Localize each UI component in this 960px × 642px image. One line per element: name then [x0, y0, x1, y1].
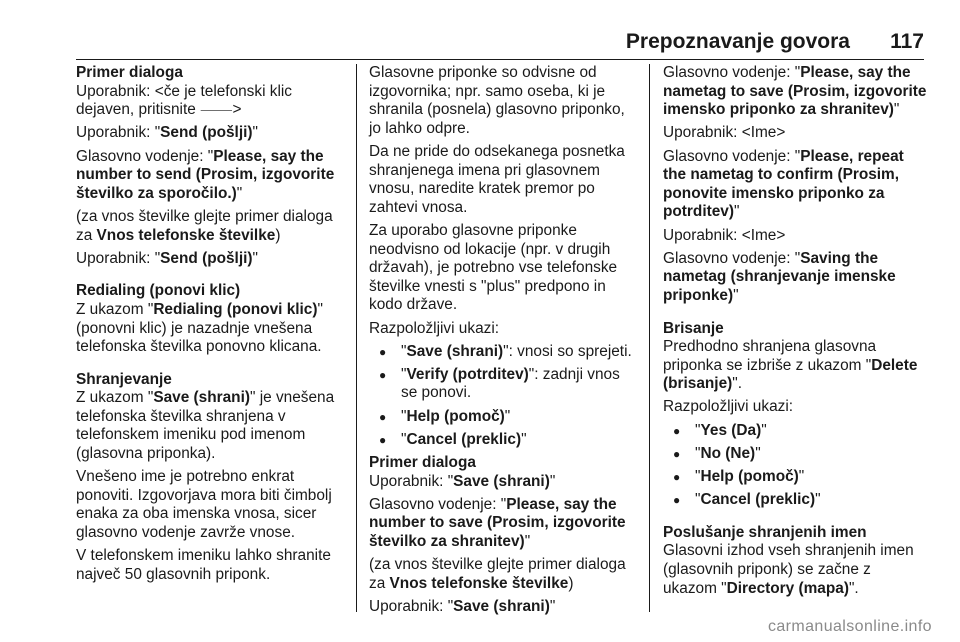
command: Yes (Da) — [700, 421, 762, 439]
text: ". — [848, 579, 859, 597]
command: Send (pošlji) — [160, 249, 253, 267]
cross-reference: Vnos telefonske številke — [389, 574, 569, 592]
column-2 — [369, 64, 637, 621]
paragraph — [76, 301, 346, 357]
text: " — [695, 421, 701, 439]
text: " — [815, 491, 821, 509]
text: ". — [732, 375, 743, 393]
command: Cancel (preklic) — [700, 491, 816, 509]
section-heading: Poslušanje shranjenih imen — [663, 523, 867, 541]
command: Save (shrani) — [453, 597, 550, 615]
command: Redialing (ponovi klic) — [153, 300, 318, 318]
command-list — [663, 422, 927, 510]
watermark: carmanualsonline.info — [767, 618, 932, 635]
text: Uporabnik: " — [76, 249, 161, 267]
command: Save (shrani) — [406, 342, 504, 360]
list-item — [663, 422, 927, 441]
text: ) — [568, 574, 574, 592]
command: Save (shrani) — [453, 472, 550, 490]
column-1 — [76, 64, 346, 589]
column-divider — [356, 64, 357, 612]
section-heading: Shranjevanje — [76, 370, 172, 388]
command: Save (shrani) — [153, 389, 250, 407]
paragraph — [369, 496, 637, 552]
text: Z ukazom " — [76, 300, 154, 318]
text: " — [401, 365, 407, 383]
command: Help (pomoč) — [406, 407, 505, 425]
paragraph: Uporabnik: <Ime> — [663, 226, 786, 244]
list-item — [663, 468, 927, 487]
text: Uporabnik: <če je telefonski klic dejaven, pritisnite — [76, 82, 293, 119]
text: Uporabnik: " — [369, 472, 454, 490]
section-heading: Brisanje — [663, 319, 724, 337]
text: Uporabnik: " — [369, 597, 454, 615]
text: " (ponovni klic) je nazadnje vnešena telefonska številka ponovno klicana. — [76, 300, 323, 356]
command: Help (pomoč) — [700, 468, 799, 486]
voice-command-icon: ⸻ — [200, 102, 233, 118]
text: ) — [275, 226, 281, 244]
text: " — [695, 491, 701, 509]
text: Glasovno vodenje: " — [369, 495, 507, 513]
paragraph: Da ne pride do odsekanega posnetka shranjenega imena pri glasovnem vnosu, naredite kratek premor po zahtevi vnosa. — [369, 142, 625, 216]
paragraph — [369, 556, 637, 593]
text: > — [232, 101, 242, 119]
paragraph — [663, 338, 927, 394]
command: Verify (potrditev) — [406, 365, 529, 383]
section-heading: Redialing (ponovi klic) — [76, 282, 241, 300]
prompt: Saving the nametag (shranjevanje imenske priponke) — [663, 249, 896, 304]
text: " je vnešena telefonska številka shranjena v telefonskem imeniku pod imenom (glasovna priponka). — [76, 389, 335, 463]
command: Directory (mapa) — [726, 579, 849, 597]
text: " — [549, 597, 556, 615]
prompt: Please, say the nametag to save (Prosim, izgovorite imensko priponko za shranitev) — [663, 64, 927, 119]
prompt: Please, say the number to send (Prosim, izgovorite številko za sporočilo.) — [76, 147, 335, 202]
text: " — [798, 468, 805, 486]
text: " — [893, 101, 900, 119]
paragraph: Razpoložljivi ukazi: — [663, 398, 794, 416]
text: " — [695, 468, 701, 486]
column-divider — [649, 64, 650, 612]
command: Delete (brisanje) — [663, 356, 918, 393]
paragraph: Vnešeno ime je potrebno enkrat ponoviti. Izgovorjava mora biti čimbolj enaka za oba imenska vnosa, sicer glasovno vodenje zavrže vnose. — [76, 468, 332, 542]
paragraph — [369, 598, 637, 617]
text: " — [521, 430, 527, 448]
paragraph: Za uporabo glasovne priponke neodvisno od lokacije (npr. v drugih državah), je potrebno vse telefonske številke vnesti s "plus" predpono in kodo države. — [369, 221, 618, 314]
list-item — [369, 366, 637, 403]
page-number: 117 — [890, 30, 924, 53]
text: Predhodno shranjena glasovna priponka se izbriše z ukazom " — [663, 338, 877, 374]
text: " — [236, 184, 243, 202]
text: " — [524, 533, 531, 550]
paragraph — [76, 148, 346, 204]
list-item — [663, 445, 927, 464]
paragraph: Glasovne priponke so odvisne od izgovornika; npr. samo oseba, ki je shranila (posnela) glasovno priponko, jo lahko odpre. — [369, 64, 625, 137]
list-item — [663, 491, 927, 510]
list-item — [369, 431, 637, 450]
text: Z ukazom " — [76, 389, 154, 407]
paragraph — [663, 148, 927, 222]
column-3 — [663, 64, 927, 603]
text: Glasovno vodenje: " — [663, 249, 801, 267]
text: " — [252, 249, 258, 267]
text: Glasovno vodenje: " — [663, 64, 801, 81]
text: " — [761, 421, 767, 439]
command-list — [369, 343, 637, 450]
text: ": zadnji vnos se ponovi. — [401, 365, 620, 402]
command: Cancel (preklic) — [406, 430, 522, 448]
text: " — [755, 444, 761, 462]
prompt: Please, say the number to save (Prosim, izgovorite številko za shranitev) — [369, 495, 626, 550]
paragraph — [76, 250, 346, 269]
command: No (Ne) — [700, 444, 756, 462]
section-heading: Primer dialoga — [369, 454, 476, 472]
text: ": vnosi so sprejeti. — [503, 342, 632, 360]
text: Glasovno vodenje: " — [663, 147, 801, 165]
text: Uporabnik: " — [76, 124, 161, 142]
paragraph — [76, 208, 346, 245]
text: " — [549, 472, 556, 490]
list-item — [369, 408, 637, 427]
list-item — [369, 343, 637, 362]
paragraph — [663, 542, 927, 598]
text: " — [252, 124, 258, 142]
paragraph — [663, 250, 927, 306]
paragraph: Uporabnik: <Ime> — [663, 124, 786, 142]
text: Glasovni izhod vseh shranjenih imen (glasovnih priponk) se začne z ukazom " — [663, 542, 914, 597]
paragraph: Razpoložljivi ukazi: — [369, 319, 500, 337]
text: " — [695, 444, 701, 462]
text: " — [401, 407, 407, 425]
text: " — [401, 430, 407, 448]
section-heading: Primer dialoga — [76, 64, 183, 81]
page-header — [0, 0, 960, 58]
page-title: Prepoznavanje govora — [625, 30, 850, 53]
text: " — [401, 342, 407, 360]
paragraph: V telefonskem imeniku lahko shranite največ 50 glasovnih priponk. — [76, 547, 331, 583]
header-rule — [76, 59, 924, 60]
paragraph — [663, 64, 927, 120]
text: (za vnos številke glejte primer dialoga za — [369, 556, 626, 592]
paragraph — [76, 389, 346, 463]
text: " — [504, 407, 511, 425]
cross-reference: Vnos telefonske številke — [96, 226, 276, 244]
text: (za vnos številke glejte primer dialoga za — [76, 207, 333, 244]
paragraph — [369, 473, 637, 492]
text: " — [733, 286, 739, 304]
command: Send (pošlji) — [160, 124, 253, 142]
text: Glasovno vodenje: " — [76, 147, 214, 165]
paragraph — [76, 124, 346, 143]
text: " — [733, 203, 740, 221]
prompt: Please, repeat the nametag to confirm (Prosim, ponovite imensko priponko za potrditev) — [663, 147, 904, 221]
paragraph — [76, 83, 346, 120]
